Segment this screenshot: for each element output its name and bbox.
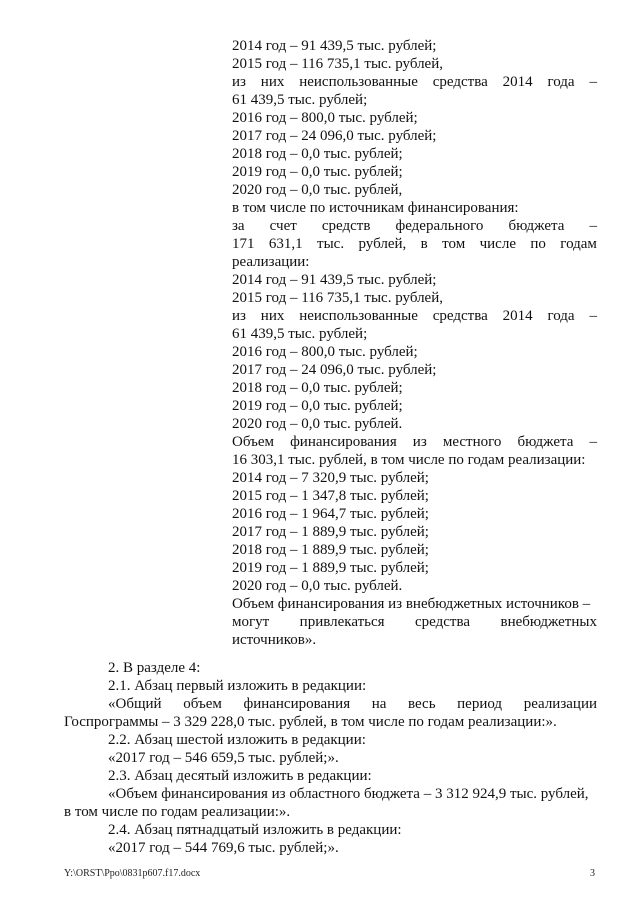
amendment-item: 2.2. Абзац шестой изложить в редакции: [108, 732, 366, 748]
text-line: 2017 год – 24 096,0 тыс. рублей; [232, 128, 437, 144]
word: за [232, 218, 245, 234]
word: – [589, 218, 597, 234]
word: средства [432, 308, 488, 324]
word: них [260, 308, 285, 324]
word: на [371, 696, 387, 712]
word: неиспользованные [299, 308, 418, 324]
text-line: 2014 год – 91 439,5 тыс. рублей; [232, 272, 437, 288]
amendment-item: 2.1. Абзац первый изложить в редакции: [108, 678, 367, 694]
quote-line: Госпрограммы – 3 329 228,0 тыс. рублей, в том числе по годам реализации:». [64, 714, 557, 730]
word: средства [415, 614, 471, 630]
word: из [412, 434, 427, 450]
word: счет [269, 218, 297, 234]
text-line: 2017 год – 24 096,0 тыс. рублей; [232, 362, 437, 378]
word: финансирования [290, 434, 397, 450]
footer-file-path: Y:\ORST\Ppo\0831p607.f17.docx [64, 868, 201, 879]
text-line: 2020 год – 0,0 тыс. рублей, [232, 182, 403, 198]
word: финансирования [243, 696, 351, 712]
quote-line: в том числе по годам реализации:». [64, 804, 291, 820]
word: из [232, 308, 246, 324]
word: могут [232, 614, 270, 630]
text-line: Объем финансирования из внебюджетных источников – [232, 596, 591, 612]
word: Объем [232, 434, 274, 450]
federal-budget-amount-line [232, 235, 597, 253]
text-line: источников». [232, 632, 317, 648]
word: средства [432, 74, 488, 90]
word: года [547, 308, 575, 324]
text-line: 2015 год – 116 735,1 тыс. рублей, [232, 56, 443, 72]
text-line: 2016 год – 800,0 тыс. рублей; [232, 110, 418, 126]
text-line: 2018 год – 0,0 тыс. рублей; [232, 146, 403, 162]
word: объем [183, 696, 222, 712]
word: местного [442, 434, 502, 450]
word: реализации [523, 696, 597, 712]
word: – [589, 434, 597, 450]
federal-budget-line [232, 217, 597, 235]
word: числе [479, 236, 516, 252]
unused-funds-line [232, 73, 597, 91]
text-line: 2015 год – 116 735,1 тыс. рублей, [232, 290, 443, 306]
word: 171 [232, 236, 255, 252]
page-number: 3 [590, 868, 595, 879]
word: «Общий [108, 696, 162, 712]
word: весь [408, 696, 436, 712]
extrabudgetary-line [232, 613, 597, 631]
text-line: 16 303,1 тыс. рублей, в том числе по годам реализации: [232, 452, 586, 468]
text-line: 2020 год – 0,0 тыс. рублей. [232, 578, 403, 594]
word: – [589, 74, 597, 90]
word: период [457, 696, 503, 712]
word: привлекаться [299, 614, 385, 630]
text-line: 2016 год – 1 964,7 тыс. рублей; [232, 506, 429, 522]
text-line: 2014 год – 91 439,5 тыс. рублей; [232, 38, 437, 54]
unused-funds-line [232, 307, 597, 325]
word: средств [321, 218, 371, 234]
word: неиспользованные [299, 74, 418, 90]
text-line: 2018 год – 0,0 тыс. рублей; [232, 380, 403, 396]
text-line: 2019 год – 0,0 тыс. рублей; [232, 164, 403, 180]
word: по [530, 236, 546, 252]
text-line: 2018 год – 1 889,9 тыс. рублей; [232, 542, 429, 558]
word: внебюджетных [500, 614, 597, 630]
text-line: 61 439,5 тыс. рублей; [232, 326, 368, 342]
text-line: 2019 год – 1 889,9 тыс. рублей; [232, 560, 429, 576]
word: года [547, 74, 575, 90]
word: бюджета [517, 434, 574, 450]
word: – [589, 308, 597, 324]
amendment-item: 2.3. Абзац десятый изложить в редакции: [108, 768, 372, 784]
word: 631,1 [268, 236, 303, 252]
local-budget-line [232, 433, 597, 451]
quote-line [108, 695, 597, 713]
word: рублей, [358, 236, 407, 252]
word: 2014 [502, 308, 533, 324]
text-line: реализации: [232, 254, 310, 270]
word: годам [560, 236, 597, 252]
text-line: в том числе по источникам финансирования: [232, 200, 519, 216]
section-heading: 2. В разделе 4: [108, 660, 201, 676]
text-line: 2015 год – 1 347,8 тыс. рублей; [232, 488, 429, 504]
text-line: 61 439,5 тыс. рублей; [232, 92, 368, 108]
quote-line: «2017 год – 544 769,6 тыс. рублей;». [108, 840, 339, 856]
text-line: 2020 год – 0,0 тыс. рублей. [232, 416, 403, 432]
word: них [260, 74, 285, 90]
quote-line: «Объем финансирования из областного бюджета – 3 312 924,9 тыс. рублей, [108, 786, 589, 802]
quote-line: «2017 год – 546 659,5 тыс. рублей;». [108, 750, 339, 766]
word: 2014 [502, 74, 533, 90]
word: федерального [395, 218, 484, 234]
word: в [420, 236, 428, 252]
word: бюджета [508, 218, 565, 234]
text-line: 2014 год – 7 320,9 тыс. рублей; [232, 470, 429, 486]
word: из [232, 74, 246, 90]
word: том [442, 236, 466, 252]
text-line: 2019 год – 0,0 тыс. рублей; [232, 398, 403, 414]
text-line: 2017 год – 1 889,9 тыс. рублей; [232, 524, 429, 540]
text-line: 2016 год – 800,0 тыс. рублей; [232, 344, 418, 360]
amendment-item: 2.4. Абзац пятнадцатый изложить в редакции: [108, 822, 402, 838]
word: тыс. [317, 236, 345, 252]
